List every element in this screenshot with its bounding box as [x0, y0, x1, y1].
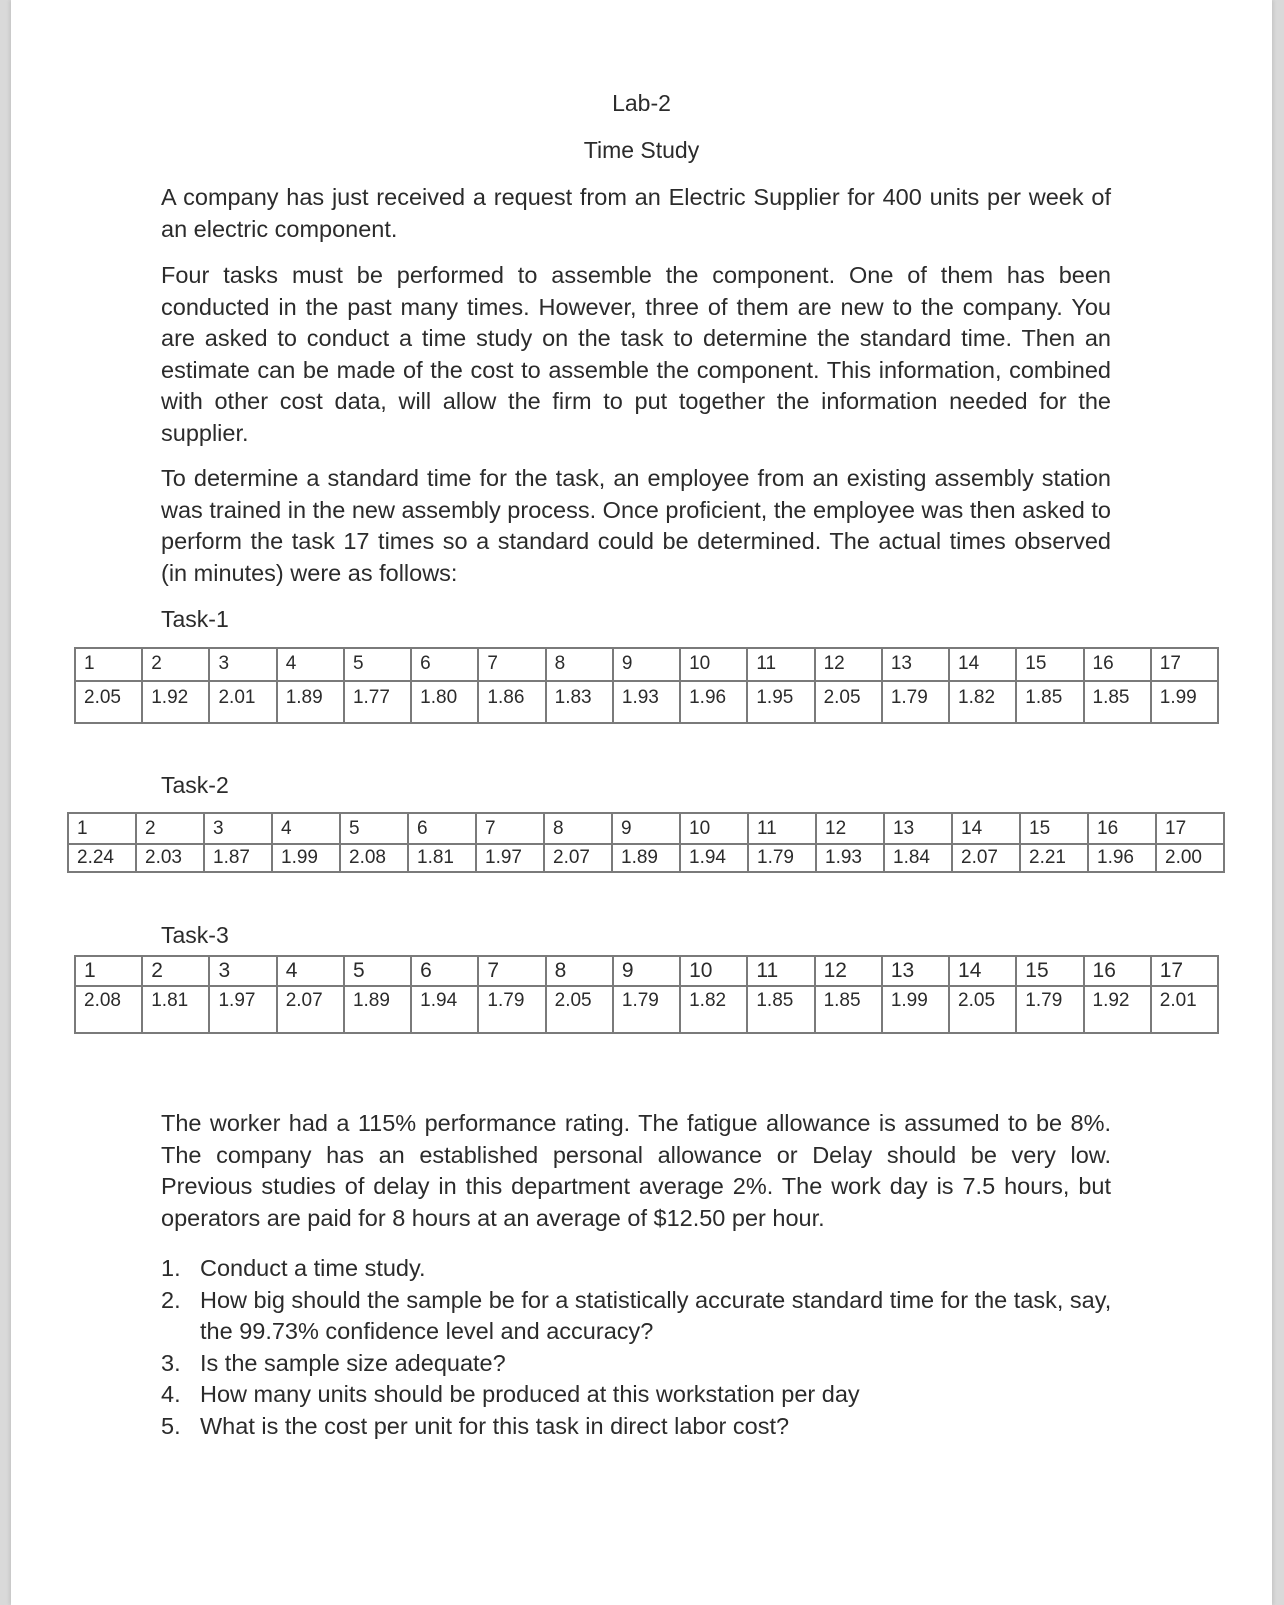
question-item: [161, 1348, 1121, 1380]
time-cell: 1.85: [1084, 681, 1151, 723]
time-cell: 1.95: [747, 681, 814, 723]
obs-cell: 13: [882, 648, 949, 681]
time-cell: 1.79: [882, 681, 949, 723]
question-number: 5.: [161, 1412, 181, 1439]
obs-cell: 7: [476, 813, 544, 844]
obs-cell: 14: [949, 956, 1016, 986]
time-cell: 2.03: [136, 844, 204, 872]
question-item: [161, 1379, 1121, 1411]
time-cell: 1.92: [1084, 986, 1151, 1033]
time-cell: 1.87: [204, 844, 272, 872]
obs-cell: 11: [748, 813, 816, 844]
obs-cell: 6: [408, 813, 476, 844]
document-title: Lab-2: [612, 90, 671, 116]
time-cell: 1.79: [478, 986, 545, 1033]
obs-cell: 10: [680, 648, 747, 681]
time-cell: 1.94: [411, 986, 478, 1033]
time-cell: 1.85: [747, 986, 814, 1033]
obs-cell: 10: [680, 813, 748, 844]
time-cell: 1.82: [949, 681, 1016, 723]
time-cell: 1.89: [344, 986, 411, 1033]
time-cell: 2.07: [277, 986, 344, 1033]
obs-cell: 3: [204, 813, 272, 844]
conditions-paragraph: The worker had a 115% performance rating. The fatigue allowance is assumed to be 8%. The company has an established personal allowance or Delay should be very low. Previous studies of delay in this department average 2%. The work day is 7.5 hours, but operators are paid for 8 hours at an average of $12.50 per hour.: [161, 1110, 1111, 1231]
question-text: Conduct a time study.: [200, 1255, 426, 1281]
obs-cell: 2: [136, 813, 204, 844]
question-number: 3.: [161, 1349, 181, 1376]
time-cell: 1.99: [882, 986, 949, 1033]
obs-cell: 4: [272, 813, 340, 844]
time-cell: 2.05: [546, 986, 613, 1033]
task-1-label: Task-1: [161, 606, 229, 632]
questions-list: [161, 1253, 1121, 1442]
obs-cell: 4: [277, 956, 344, 986]
obs-cell: 15: [1016, 648, 1083, 681]
question-text: Is the sample size adequate?: [200, 1349, 506, 1376]
time-cell: 2.01: [1151, 986, 1218, 1033]
obs-cell: 1: [75, 956, 142, 986]
time-cell: 2.24: [68, 844, 136, 872]
obs-cell: 17: [1151, 956, 1218, 986]
time-cell: 1.96: [1088, 844, 1156, 872]
obs-cell: 12: [816, 813, 884, 844]
obs-cell: 10: [680, 956, 747, 986]
time-cell: 1.99: [272, 844, 340, 872]
time-cell: 1.85: [815, 986, 882, 1033]
obs-cell: 6: [411, 956, 478, 986]
time-cell: 2.08: [340, 844, 408, 872]
time-cell: 2.05: [815, 681, 882, 723]
task-3-label: Task-3: [161, 922, 229, 948]
time-value-row: [75, 681, 1218, 723]
task-2-table: [67, 812, 1225, 873]
obs-cell: 12: [815, 648, 882, 681]
obs-cell: 9: [612, 813, 680, 844]
observation-number-row: [75, 956, 1218, 986]
task-1-table: [74, 647, 1219, 724]
document-page: [11, 0, 1272, 1605]
obs-cell: 13: [884, 813, 952, 844]
method-paragraph: To determine a standard time for the task, an employee from an existing assembly station was trained in the new assembly process. Once proficient, the employee was then asked to perform the task 17 times so a standard could be determined. The actual times observed (in minutes) were as follows:: [161, 465, 1111, 586]
obs-cell: 11: [747, 648, 814, 681]
obs-cell: 3: [209, 956, 276, 986]
obs-cell: 11: [747, 956, 814, 986]
obs-cell: 16: [1088, 813, 1156, 844]
question-text: What is the cost per unit for this task in direct labor cost?: [200, 1412, 790, 1439]
obs-cell: 1: [75, 648, 142, 681]
obs-cell: 14: [949, 648, 1016, 681]
obs-cell: 2: [142, 956, 209, 986]
obs-cell: 5: [340, 813, 408, 844]
obs-cell: 17: [1151, 648, 1218, 681]
time-cell: 2.05: [949, 986, 1016, 1033]
obs-cell: 15: [1016, 956, 1083, 986]
obs-cell: 13: [882, 956, 949, 986]
time-cell: 1.83: [546, 681, 613, 723]
time-cell: 2.07: [952, 844, 1020, 872]
time-cell: 1.79: [613, 986, 680, 1033]
time-cell: 1.79: [1016, 986, 1083, 1033]
time-value-row: [68, 844, 1224, 872]
time-cell: 2.21: [1020, 844, 1088, 872]
obs-cell: 2: [142, 648, 209, 681]
obs-cell: 7: [478, 956, 545, 986]
obs-cell: 8: [546, 956, 613, 986]
time-cell: 1.81: [142, 986, 209, 1033]
obs-cell: 14: [952, 813, 1020, 844]
question-number: 2.: [161, 1286, 181, 1313]
time-value-row: [75, 986, 1218, 1033]
question-item: [161, 1253, 1121, 1285]
time-cell: 1.79: [748, 844, 816, 872]
intro-paragraph: A company has just received a request from an Electric Supplier for 400 units per week of an electric component.: [161, 184, 1111, 242]
time-cell: 1.89: [612, 844, 680, 872]
time-cell: 2.01: [209, 681, 276, 723]
obs-cell: 9: [613, 956, 680, 986]
obs-cell: 7: [478, 648, 545, 681]
obs-cell: 16: [1084, 956, 1151, 986]
time-cell: 1.99: [1151, 681, 1218, 723]
obs-cell: 17: [1156, 813, 1224, 844]
obs-cell: 12: [815, 956, 882, 986]
time-cell: 1.96: [680, 681, 747, 723]
question-number: 1.: [161, 1255, 181, 1281]
time-cell: 1.93: [816, 844, 884, 872]
task-2-label: Task-2: [161, 772, 229, 798]
time-cell: 1.80: [411, 681, 478, 723]
time-cell: 2.05: [75, 681, 142, 723]
time-cell: 1.97: [209, 986, 276, 1033]
time-cell: 1.84: [884, 844, 952, 872]
time-cell: 1.77: [344, 681, 411, 723]
time-cell: 1.81: [408, 844, 476, 872]
time-cell: 1.86: [478, 681, 545, 723]
observation-number-row: [68, 813, 1224, 844]
time-cell: 1.93: [613, 681, 680, 723]
time-cell: 1.82: [680, 986, 747, 1033]
question-item: [161, 1285, 1121, 1348]
task-3-table: [74, 955, 1219, 1034]
question-number: 4.: [161, 1381, 181, 1407]
question-item: [161, 1411, 1121, 1443]
obs-cell: 16: [1084, 648, 1151, 681]
obs-cell: 5: [344, 648, 411, 681]
time-cell: 1.89: [277, 681, 344, 723]
question-text: How big should the sample be for a statistically accurate standard time for the task, say, the 99.73% confidence level and accuracy?: [200, 1286, 1112, 1344]
time-cell: 1.85: [1016, 681, 1083, 723]
tasks-paragraph: Four tasks must be performed to assemble the component. One of them has been conducted in the past many times. However, three of them are new to the company. You are asked to conduct a time study on the task to determine the standard time. Then an estimate can be made of the cost to assemble the component. This information, combined with other cost data, will allow the firm to put together the information needed for the supplier.: [161, 262, 1111, 446]
obs-cell: 8: [546, 648, 613, 681]
document-subtitle: Time Study: [583, 137, 700, 163]
time-cell: 2.07: [544, 844, 612, 872]
observation-number-row: [75, 648, 1218, 681]
obs-cell: 3: [209, 648, 276, 681]
time-cell: 1.94: [680, 844, 748, 872]
obs-cell: 6: [411, 648, 478, 681]
time-cell: 1.92: [142, 681, 209, 723]
obs-cell: 1: [68, 813, 136, 844]
obs-cell: 8: [544, 813, 612, 844]
obs-cell: 4: [277, 648, 344, 681]
obs-cell: 15: [1020, 813, 1088, 844]
time-cell: 2.08: [75, 986, 142, 1033]
question-text: How many units should be produced at this workstation per day: [200, 1381, 860, 1407]
time-cell: 2.00: [1156, 844, 1224, 872]
obs-cell: 5: [344, 956, 411, 986]
time-cell: 1.97: [476, 844, 544, 872]
obs-cell: 9: [613, 648, 680, 681]
